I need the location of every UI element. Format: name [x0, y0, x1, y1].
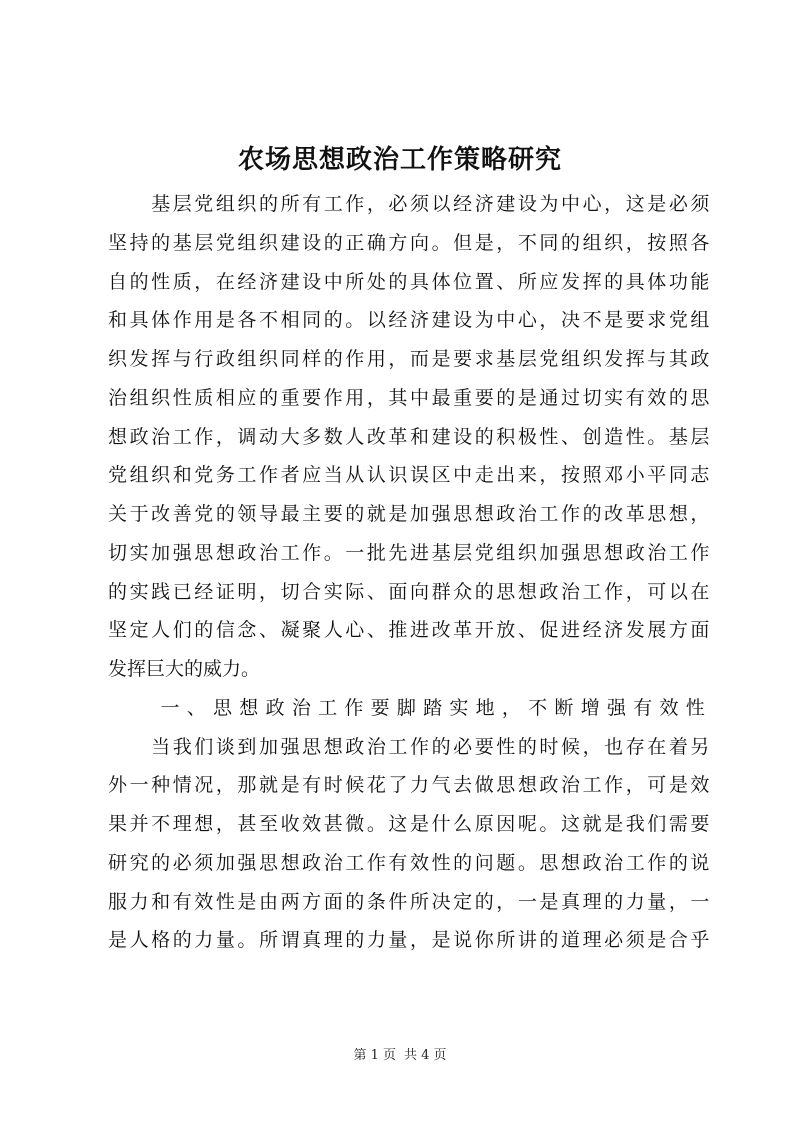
text-line: 是人格的力量。所谓真理的力量，是说你所讲的道理必须是合乎	[108, 929, 713, 952]
text-line: 坚定人们的信念、凝聚人心、推进改革开放、促进经济发展方面	[108, 619, 713, 642]
page-total: 共 4 页	[404, 1048, 447, 1063]
text-line: 一、思想政治工作要脚踏实地，不断增强有效性	[108, 696, 713, 719]
text-line: 果并不理想，甚至收效甚微。这是什么原因呢。这就是我们需要	[108, 813, 713, 835]
text-line: 党组织和党务工作者应当从认识误区中走出来，按照邓小平同志	[108, 464, 713, 487]
text-line: 的实践已经证明，切合实际、面向群众的思想政治工作，可以在	[108, 580, 713, 603]
text-line: 和具体作用是各不相同的。以经济建设为中心，决不是要求党组	[108, 309, 713, 332]
text-line: 发挥巨大的威力。	[108, 658, 261, 680]
text-line: 当我们谈到加强思想政治工作的必要性的时候，也存在着另	[108, 735, 713, 758]
text-line: 服力和有效性是由两方面的条件所决定的，一是真理的力量，一	[108, 890, 713, 913]
text-line: 自的性质，在经济建设中所处的具体位置、所应发挥的具体功能	[108, 270, 713, 293]
text-line: 切实加强思想政治工作。一批先进基层党组织加强思想政治工作	[108, 541, 713, 564]
text-line: 坚持的基层党组织建设的正确方向。但是，不同的组织，按照各	[108, 231, 713, 254]
text-line: 治组织性质相应的重要作用，其中最重要的是通过切实有效的思	[108, 386, 713, 409]
text-line: 织发挥与行政组织同样的作用，而是要求基层党组织发挥与其政	[108, 348, 713, 370]
text-line: 外一种情况，那就是有时候花了力气去做思想政治工作，可是效	[108, 774, 713, 797]
text-line: 基层党组织的所有工作，必须以经济建设为中心，这是必须	[108, 193, 713, 215]
text-line: 想政治工作，调动大多数人改革和建设的积极性、创造性。基层	[108, 425, 713, 448]
text-line: 研究的必须加强思想政治工作有效性的问题。思想政治工作的说	[108, 851, 713, 874]
text-line: 关于改善党的领导最主要的就是加强思想政治工作的改革思想，	[108, 503, 713, 525]
document-title: 农场思想政治工作策略研究	[237, 145, 562, 175]
page-number: 第 1 页	[353, 1048, 396, 1063]
page-footer	[0, 1046, 800, 1066]
